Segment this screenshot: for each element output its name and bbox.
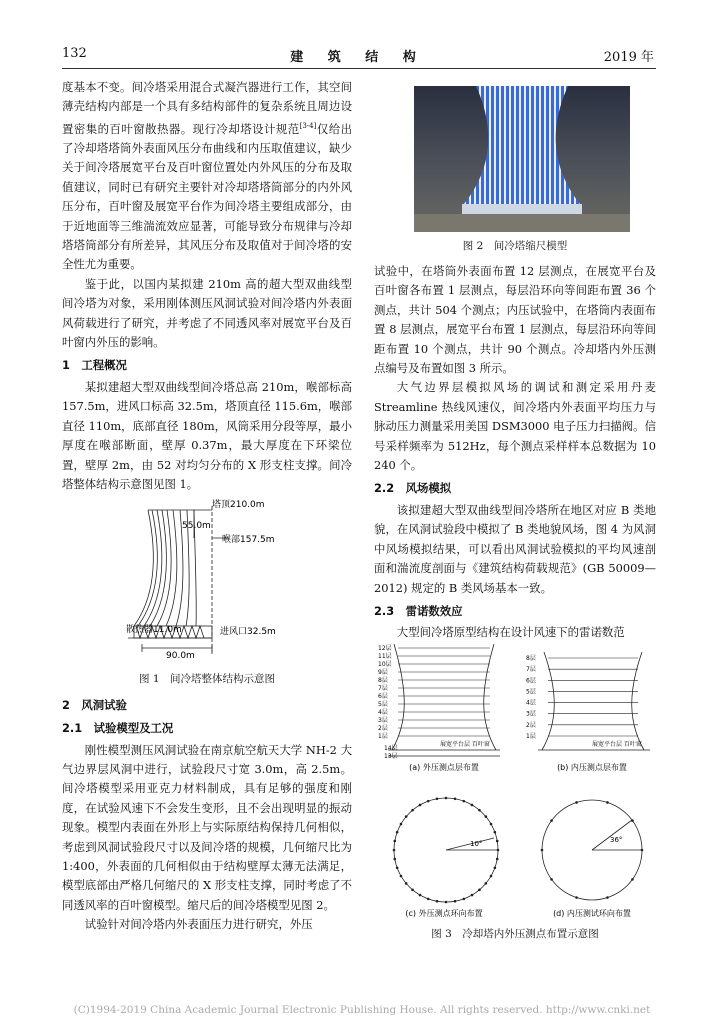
b-layer-label: 5层 [526, 688, 536, 696]
year: 2019 年 [603, 50, 654, 65]
b-layer-label: 4层 [526, 699, 536, 707]
figure-2-model-photo [414, 86, 630, 232]
a-layer-label: 7层 [378, 685, 388, 692]
c-measure-point [436, 900, 439, 903]
c-measure-point [436, 797, 439, 800]
c-measure-point [445, 797, 448, 800]
section-heading: 1 工程概况 [62, 358, 127, 373]
c-measure-point [445, 901, 448, 904]
c-measure-point [494, 831, 497, 834]
a-layer-label: 8层 [378, 677, 388, 684]
c-measure-point [419, 894, 422, 897]
d-measure-point [575, 801, 578, 804]
figure-1-caption: 图 1 间冷塔整体结构示意图 [138, 673, 276, 686]
a-layer-label: 5层 [378, 701, 388, 708]
d-measure-point [550, 878, 553, 881]
a-layer-label: 12层 [378, 645, 392, 652]
running-header [62, 46, 654, 66]
a-layer-label: 4层 [378, 709, 388, 716]
b-layer-label: 8层 [526, 655, 536, 662]
paragraph: 该拟建超大型双曲线型间冷塔所在地区对应 B 类地貌，在风洞试验段中模拟了 B 类地貌风场，图 4 为风洞中风场模拟结果，可以看出风洞试验模拟的平均风速剖面和湍流度剖面与《建筑结构荷载规范》(GB 50009—2012) 规定的 B 类风场基本一致。 [374, 502, 656, 595]
paragraph: 度基本不变。间冷塔采用混合式凝汽器进行工作，其空间薄壳结构内部是一个具有多结构部件的复杂系统且周边设置密集的百叶窗散热器。现行冷却塔设计规范[3-4]仅给出了冷却塔塔筒外表面风压分布曲线和内压取值建议，缺少关于间冷塔展宽平台及百叶窗位置处内外风压的分布及取值建议，同时已有研究主要针对冷却塔塔筒部分的内外风压分布，百叶窗及展宽平台作为间冷塔主要组成部分，由于近地面等三维湍流效应显著，可能导致分布规律与冷却塔塔筒部分有所差异，其风压分布及取值对于间冷塔的安全性尤为重要。 [62, 80, 352, 272]
a-layer-label: 2层 [378, 725, 388, 732]
b-layer-label: 2层 [526, 721, 536, 729]
a-layer-label: 1层 [378, 733, 388, 740]
section-heading: 2 风洞试验 [62, 697, 127, 712]
a-legend: 展宽平台层 百叶窗 [440, 741, 490, 748]
copyright-footer: (C)1994-2019 China Academic Journal Electronic Publishing House. All rights reserved. http://www.cnki.net [73, 1004, 651, 1016]
b-legend: 展宽平台层 百叶窗 [592, 741, 642, 748]
d-measure-point [606, 896, 609, 899]
c-measure-point [396, 831, 399, 834]
d-angle-label: 36° [610, 836, 623, 844]
paragraph: 鉴于此，以国内某拟建 210m 高的超大型双曲线型间冷塔为对象，采用刚体测压风洞试验对间冷塔内外表面风荷载进行了研究，并考虑了不同透风率对展宽平台及百叶窗内外压的影响。 [62, 276, 352, 350]
d-measure-point [641, 849, 644, 852]
figure-2-caption: 图 2 间冷塔缩尺模型 [462, 240, 568, 252]
b-layer-label: 6层 [526, 677, 536, 685]
c-measure-point [494, 866, 497, 869]
c-measure-point [485, 882, 488, 885]
d-measure-point [606, 801, 609, 804]
c-measure-point [496, 840, 499, 843]
c-measure-point [405, 815, 408, 818]
d-measure-point [550, 819, 553, 822]
a-layer-label: 3层 [378, 717, 388, 724]
a-bottom-layer-14: 14层 [384, 745, 398, 752]
c-measure-point [400, 875, 403, 878]
c-measure-point [471, 804, 474, 807]
b-layer-label: 1层 [526, 733, 536, 740]
d-measure-point [631, 819, 634, 822]
c-measure-point [471, 894, 474, 897]
left-column [62, 78, 352, 935]
subsection-heading: 2.3 雷诺数效应 [374, 603, 463, 618]
label-throat-height: 55.0m [182, 521, 211, 532]
c-measure-point [405, 882, 408, 885]
right-column [374, 262, 656, 643]
figure-3-caption: 图 3 冷却塔内外压测点布置示意图 [431, 928, 599, 940]
d-measure-point [631, 878, 634, 881]
c-measure-point [454, 900, 457, 903]
c-measure-point [490, 875, 493, 878]
d-measure-point [575, 896, 578, 899]
subsection-heading: 2.2 风场模拟 [374, 481, 452, 496]
paragraph: 刚性模型测压风洞试验在南京航空航天大学 NH-2 大气边界层风洞中进行，试验段尺寸宽 3.0m，高 2.5m。间冷塔模型采用亚克力材料制成，具有足够的强度和刚度，在试验风速下不会发生变形，且不会出现明显的振动现象。模型内表面在外形上与实际原结构保持几何相似，考虑到风洞试验段尺寸以及间冷塔的规模，几何缩尺比为 1:400，外表面的几何相似由于结构壁厚太薄无法满足，模型底部由严格几何缩尺的 X 形支柱支撑，同时考虑了不同透风率的百叶窗模型。缩尺后的间冷塔模型见图 2。 [62, 742, 352, 912]
paragraph: 试验针对间冷塔内外表面压力进行研究，外压 [84, 917, 313, 932]
label-tower-top: 塔顶210.0m [212, 500, 265, 511]
figure-1-tower-diagram [62, 498, 352, 668]
c-measure-point [393, 840, 396, 843]
sub-caption-a: (a) 外压测点层布置 [409, 763, 479, 772]
sub-caption-d: (d) 内压测试环向布置 [553, 909, 631, 918]
c-measure-point [462, 800, 465, 803]
a-layer-label: 9层 [378, 669, 388, 676]
a-layer-label: 11层 [378, 653, 392, 660]
label-throat-elevation: 喉部157.5m [222, 535, 275, 546]
c-measure-point [462, 898, 465, 901]
c-measure-point [427, 800, 430, 803]
c-measure-point [393, 858, 396, 861]
citation[interactable]: [3-4] [299, 121, 317, 130]
sub-caption-b: (b) 内压测点层布置 [557, 763, 627, 772]
paragraph: 试验中，在塔筒外表面布置 12 层测点，在展宽平台及百叶窗各布置 1 层测点，每层沿环向等间距布置 36 个测点，共计 504 个测点；内压试验中，在塔筒内表面布置 8 层测点，展宽平台布置 1 层测点，每层沿环向等间距布置 10 个测点，共计 90 个测点。冷却塔内外压测点编号及布置如图 3 所示。 [374, 264, 656, 376]
c-angle-label: 10° [470, 840, 483, 848]
paragraph: 某拟建超大型双曲线型间冷塔总高 210m，喉部标高 157.5m，进风口标高 32.5m，塔顶直径 115.6m，喉部直径 110m，底部直径 180m，风筒采用分段等厚，最小厚度在喉部断面，壁厚 0.37m，最大厚度在下环梁位置，壁厚 2m，由 52 对均匀分布的 X 形支柱支撑。间冷塔整体结构示意图见图 1。 [62, 379, 352, 491]
c-measure-point [396, 866, 399, 869]
c-measure-point [478, 809, 481, 812]
a-layer-label: 6层 [378, 693, 388, 700]
c-measure-point [427, 898, 430, 901]
page-number: 132 [62, 46, 87, 61]
a-layer-label: 10层 [378, 661, 392, 668]
c-measure-point [496, 858, 499, 861]
c-measure-point [419, 804, 422, 807]
c-measure-point [478, 889, 481, 892]
c-measure-point [411, 889, 414, 892]
a-bottom-layer-13: 13层 [384, 753, 398, 760]
c-measure-point [497, 849, 500, 852]
subsection-heading: 2.1 试验模型及工况 [62, 721, 174, 736]
c-measure-point [411, 809, 414, 812]
c-measure-point [454, 797, 457, 800]
label-base-dimension: 90.0m [166, 651, 195, 662]
sub-caption-c: (c) 外压测点环向布置 [405, 909, 483, 918]
figure-3-measurement-layout [374, 632, 656, 924]
label-inlet: 进风口32.5m [220, 627, 276, 638]
journal-title: 建 筑 结 构 [290, 50, 426, 65]
c-measure-point [393, 849, 396, 852]
header-rule [62, 68, 656, 69]
paragraph: 大气边界层模拟风场的调试和测定采用丹麦 Streamline 热线风速仪，间冷塔内外表面平均压力与脉动压力测量采用美国 DSM3000 电子压力扫描阀。信号采样频率为 512Hz，每个测点采样样本总数据为 10 240 个。 [374, 380, 656, 473]
d-measure-point [541, 849, 544, 852]
paragraph: 大型间冷塔原型结构在设计风速下的雷诺数范 [396, 625, 625, 640]
c-measure-point [400, 823, 403, 826]
b-layer-label: 7层 [526, 666, 536, 674]
label-radiator: 散热器11.0m [126, 625, 182, 636]
b-layer-label: 3层 [526, 710, 536, 718]
c-measure-point [490, 823, 493, 826]
c-measure-point [485, 815, 488, 818]
